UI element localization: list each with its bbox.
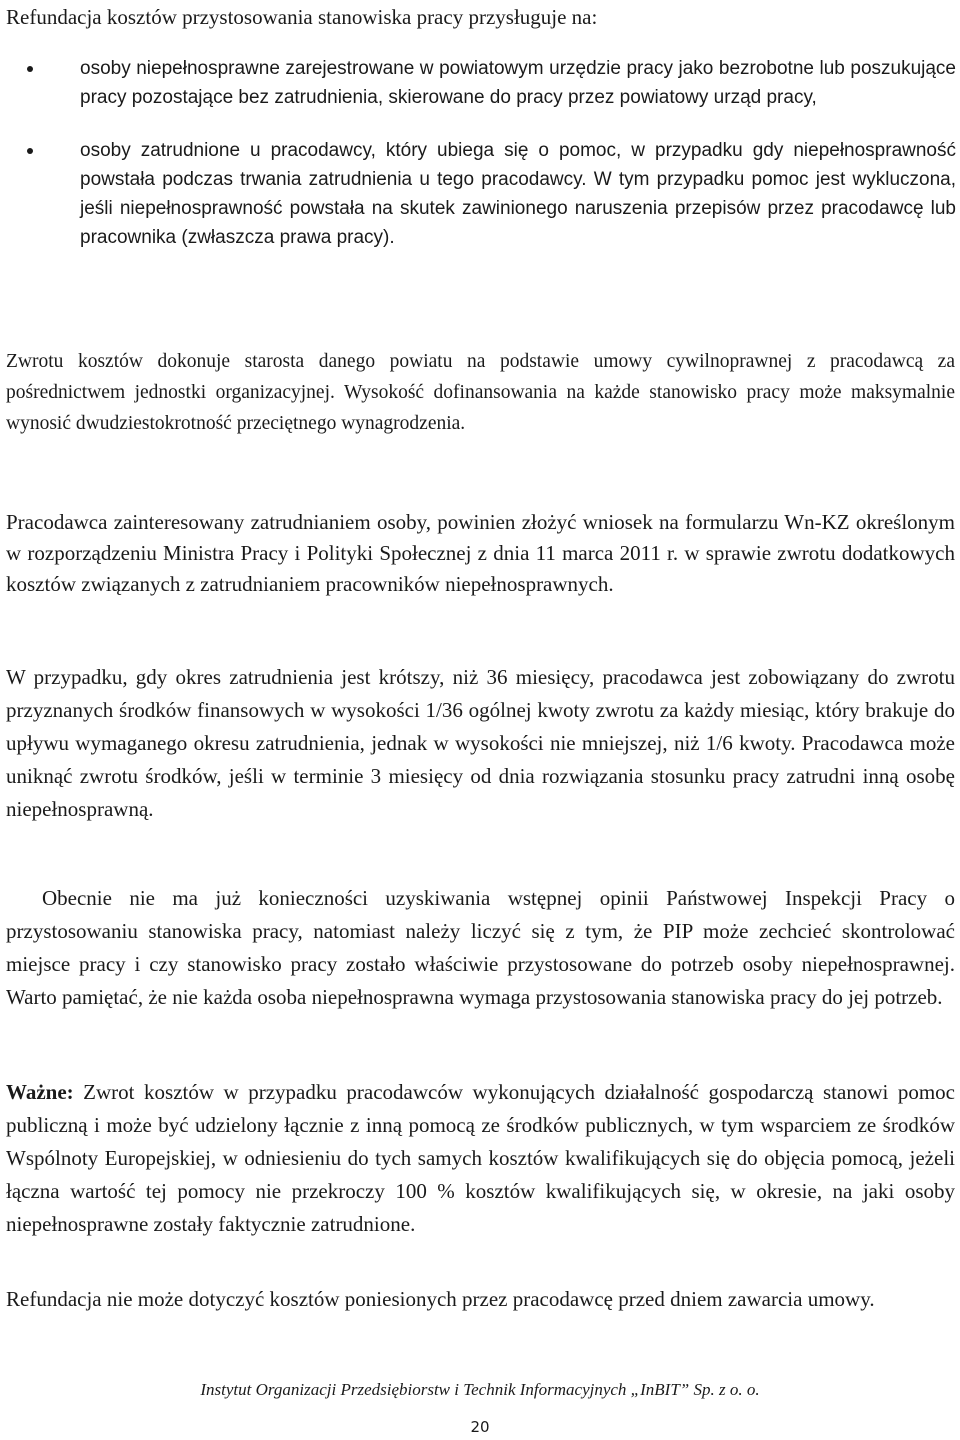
footer-institute: Instytut Organizacji Przedsiębiorstw i Technik Informacyjnych „InBIT” Sp. z o. o. (200, 1380, 760, 1399)
eligibility-list (0, 54, 960, 276)
bullet-icon (27, 66, 33, 72)
important-text: Zwrot kosztów w przypadku pracodawców wykonujących działalność gospodarczą stanowi pomoc publiczną i może być udzielony łącznie z inną pomocą ze środków publicznych, w tym wsparciem ze środków Wspólnoty Europejskiej, w odniesieniu do tych samych kosztów kwalifikujących się do objęcia pomocą, jeżeli łączna wartość tej pomocy nie przekroczy 100 % kosztów kwalifikujących się, w okresie, na jaki osoby niepełnosprawne zostały faktycznie zatrudnione. (6, 1080, 955, 1236)
paragraph-important (6, 1076, 955, 1241)
paragraph-limitation: Refundacja nie może dotyczyć kosztów poniesionych przez pracodawcę przed dniem zawarcia umowy. (6, 1287, 875, 1311)
list-item (0, 54, 960, 112)
section-heading: Refundacja kosztów przystosowania stanowiska pracy przysługuje na: (6, 5, 598, 29)
paragraph-application: Pracodawca zainteresowany zatrudnianiem osoby, powinien złożyć wniosek na formularzu Wn-KZ określonym w rozporządzeniu Ministra Pracy i Polityki Społecznej z dnia 11 marca 2011 r. w sprawie zwrotu dodatkowych kosztów związanych z zatrudnianiem pracowników niepełnosprawnych. (6, 510, 955, 596)
important-label: Ważne: (6, 1080, 74, 1104)
paragraph-inspection: Obecnie nie ma już konieczności uzyskiwania wstępnej opinii Państwowej Inspekcji Pracy o przystosowaniu stanowiska pracy, natomiast należy liczyć się z tym, że PIP może zechcieć skontrolować miejsce pracy i czy stanowisko pracy zostało właściwie przystosowane do potrzeb osoby niepełnosprawnej. Warto pamiętać, że nie każda osoba niepełnosprawna wymaga przystosowania stanowiska pracy do jej potrzeb. (6, 886, 955, 1009)
page-number: 20 (470, 1418, 490, 1436)
list-item-text: osoby zatrudnione u pracodawcy, który ubiega się o pomoc, w przypadku gdy niepełnosprawność powstała podczas trwania zatrudnienia u tego pracodawcy. W tym przypadku pomoc jest wykluczona, jeśli niepełnosprawność powstała na skutek zawinionego naruszenia przepisów przez pracodawcę lub pracownika (zwłaszcza prawa pracy). (80, 140, 956, 248)
paragraph-refund-process: Zwrotu kosztów dokonuje starosta danego powiatu na podstawie umowy cywilnoprawnej z pracodawcą za pośrednictwem jednostki organizacyjnej. Wysokość dofinansowania na każde stanowisko pracy może maksymalnie wynosić dwudziestokrotność przeciętnego wynagrodzenia. (6, 351, 955, 434)
list-item-text: osoby niepełnosprawne zarejestrowane w powiatowym urzędzie pracy jako bezrobotne lub poszukujące pracy pozostające bez zatrudnienia, skierowane do pracy przez powiatowy urząd pracy, (80, 58, 956, 108)
bullet-icon (27, 148, 33, 154)
list-item (0, 136, 960, 252)
paragraph-repayment: W przypadku, gdy okres zatrudnienia jest krótszy, niż 36 miesięcy, pracodawca jest zobowiązany do zwrotu przyznanych środków finansowych w wysokości 1/36 ogólnej kwoty zwrotu za każdy miesiąc, który brakuje do upływu wymaganego okresu zatrudnienia, jednak w wysokości nie mniejszej, niż 1/6 kwoty. Pracodawca może uniknąć zwrotu środków, jeśli w terminie 3 miesięcy od dnia rozwiązania stosunku pracy zatrudni inną osobę niepełnosprawną. (6, 665, 955, 821)
